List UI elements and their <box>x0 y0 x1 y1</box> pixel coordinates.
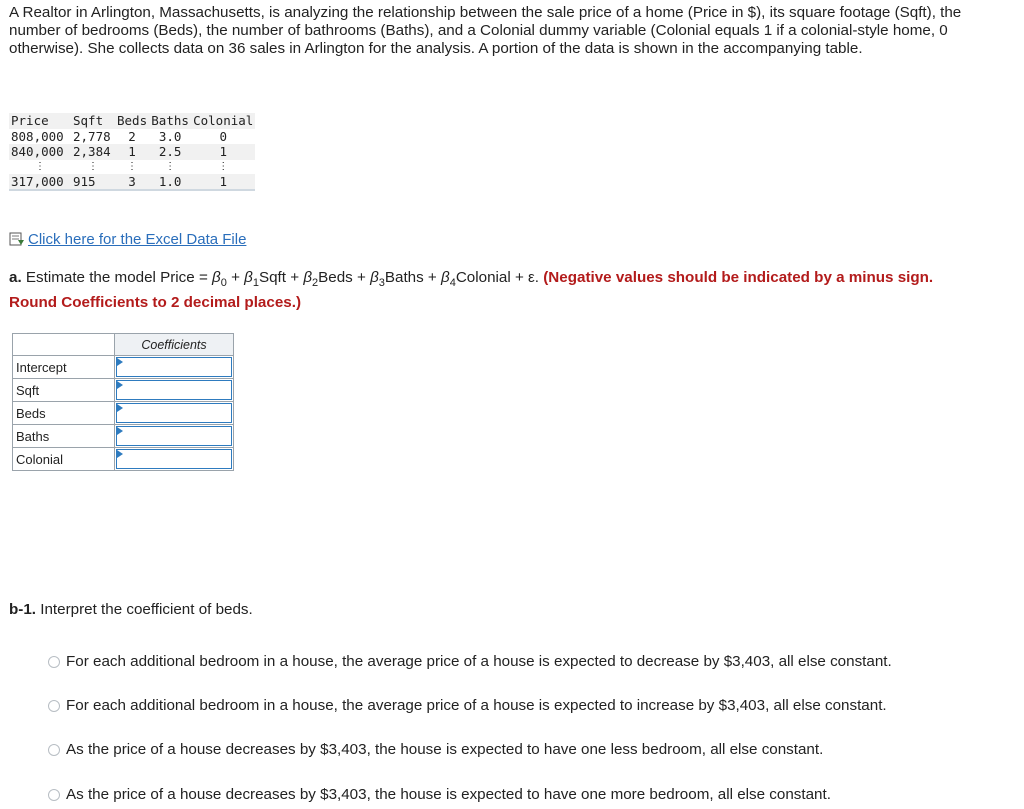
input-cell <box>115 425 234 448</box>
input-cell <box>115 356 234 379</box>
table-row <box>9 129 255 145</box>
eq-text: Colonial + ε. <box>455 269 544 286</box>
excel-data-file-link[interactable] <box>9 231 246 248</box>
question-b1-text: Interpret the coefficient of beds. <box>40 601 253 618</box>
eq-text: Estimate the model Price = <box>25 269 213 286</box>
col-header-colonial: Colonial <box>193 113 254 129</box>
input-marker-icon <box>117 358 123 366</box>
col-header-price: Price <box>11 113 49 129</box>
sub: 2 <box>312 277 319 290</box>
cell: 2 <box>128 128 136 144</box>
beds-input[interactable] <box>116 403 232 423</box>
question-b1 <box>9 600 1009 619</box>
input-cell <box>115 448 234 471</box>
cell: ⋮ <box>88 160 98 172</box>
col-header-baths: Baths <box>151 113 189 129</box>
beta: β <box>441 269 450 286</box>
cell: 2,778 <box>73 128 111 144</box>
instruction-rounding: Round Coefficients to 2 decimal places.) <box>9 294 301 312</box>
table-row <box>13 356 234 379</box>
input-cell <box>115 402 234 425</box>
table-row <box>13 402 234 425</box>
cell: 317,000 <box>11 173 64 189</box>
cell: 1 <box>128 144 136 160</box>
beta: β <box>370 269 379 286</box>
option-4[interactable] <box>48 786 831 803</box>
colonial-input[interactable] <box>116 449 232 469</box>
cell: ⋮ <box>218 160 229 172</box>
cell: 840,000 <box>11 144 64 160</box>
table-row <box>9 144 255 160</box>
question-a <box>9 268 1009 312</box>
cell: 1.0 <box>158 173 182 189</box>
option-1[interactable] <box>48 653 892 670</box>
beta: β <box>303 269 312 286</box>
input-cell <box>115 379 234 402</box>
table-row <box>13 448 234 471</box>
eq-text: + <box>226 269 245 286</box>
input-marker-icon <box>117 381 123 389</box>
model-equation <box>25 269 544 290</box>
input-marker-icon <box>117 427 123 435</box>
beta: β <box>212 269 221 286</box>
sample-data-table <box>9 113 255 191</box>
row-label-beds: Beds <box>13 402 115 425</box>
cell: ⋮ <box>127 160 138 172</box>
question-a-label: a. <box>9 269 22 286</box>
excel-link-text: Click here for the Excel Data File <box>28 231 247 248</box>
cell: 2.5 <box>158 144 182 160</box>
col-header-sqft: Sqft <box>73 113 104 129</box>
sub: 1 <box>252 277 259 290</box>
cell: 3.0 <box>158 128 182 144</box>
coefficients-table <box>12 333 234 471</box>
input-marker-icon <box>117 450 123 458</box>
cell: 915 <box>73 173 96 189</box>
cell: ⋮ <box>165 160 176 172</box>
cell: 0 <box>219 128 227 144</box>
eq-text: Sqft + <box>258 269 304 286</box>
radio-button[interactable] <box>48 789 60 801</box>
eq-text: Beds + <box>318 269 371 286</box>
input-marker-icon <box>117 404 123 412</box>
sub: 4 <box>449 277 456 290</box>
cell: 1 <box>219 173 227 189</box>
option-text: As the price of a house decreases by $3,403, the house is expected to have one more bedroom, all else constant. <box>66 786 831 803</box>
eq-text: Baths + <box>384 269 442 286</box>
coefficients-header: Coefficients <box>115 334 234 356</box>
sub: 0 <box>220 277 227 290</box>
beta: β <box>244 269 253 286</box>
file-download-icon <box>9 232 25 246</box>
sqft-input[interactable] <box>116 380 232 400</box>
table-row <box>13 379 234 402</box>
cell: 808,000 <box>11 128 64 144</box>
option-text: For each additional bedroom in a house, the average price of a house is expected to decrease by $3,403, all else constant. <box>66 653 892 670</box>
option-3[interactable] <box>48 741 823 758</box>
baths-input[interactable] <box>116 426 232 446</box>
intercept-input[interactable] <box>116 357 232 377</box>
cell: 3 <box>128 173 136 189</box>
row-label-colonial: Colonial <box>13 448 115 471</box>
blank-header <box>13 334 115 356</box>
cell: 1 <box>219 144 227 160</box>
radio-button[interactable] <box>48 744 60 756</box>
table-row-ellipsis <box>9 160 255 174</box>
cell: 2,384 <box>73 144 111 160</box>
sub: 3 <box>378 277 385 290</box>
option-text: For each additional bedroom in a house, the average price of a house is expected to increase by $3,403, all else constant. <box>66 697 887 714</box>
row-label-sqft: Sqft <box>13 379 115 402</box>
radio-button[interactable] <box>48 700 60 712</box>
radio-button[interactable] <box>48 656 60 668</box>
question-b1-label: b-1. <box>9 601 37 618</box>
problem-intro: A Realtor in Arlington, Massachusetts, is analyzing the relationship between the sale price of a home (Price in $), its square footage (Sqft), the number of bedrooms (Beds), the number of bathrooms (Baths), and a Colonial dummy variable (Colonial equals 1 if a colonial-style home, 0 otherwise). She collects data on 36 sales in Arlington for the analysis. A portion of the data is shown in the accompanying table. <box>9 4 962 57</box>
instruction-negative: (Negative values should be indicated by a minus sign. <box>543 269 934 286</box>
cell: ⋮ <box>35 160 45 172</box>
table-row <box>9 174 255 191</box>
table-header-row <box>9 113 255 129</box>
table-row <box>13 425 234 448</box>
option-2[interactable] <box>48 697 887 714</box>
row-label-baths: Baths <box>13 425 115 448</box>
col-header-beds: Beds <box>117 113 148 129</box>
option-text: As the price of a house decreases by $3,403, the house is expected to have one less bedroom, all else constant. <box>66 741 824 758</box>
row-label-intercept: Intercept <box>13 356 115 379</box>
